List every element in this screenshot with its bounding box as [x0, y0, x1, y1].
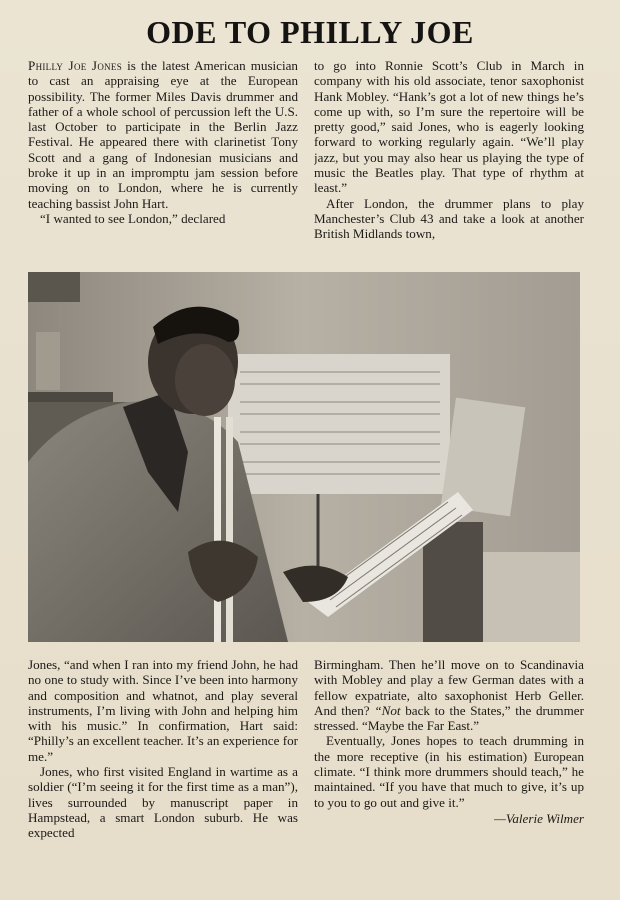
paragraph: Eventually, Jones hopes to teach drumming in the more receptive (in his estimation) European climate. “I think more drummers should teach,” he maintained. “If you have that much to give, it’s up to you to go out and give it.”: [314, 733, 584, 810]
paragraph: to go into Ronnie Scott’s Club in March in company with his old associate, tenor saxophonist Hank Mobley. “Hank’s got a lot of new things he’s come up with, so I’m sure the repertoire will be pretty good,” said Jones, who is eagerly looking forward to working regularly again. “We’ll play jazz, but you may also hear us playing the type of music the Beatles play. That type of rhythm at least.”: [314, 58, 584, 196]
paragraph: Jones, “and when I ran into my friend John, he had no one to study with. Since I’ve been into harmony and composition and whatnot, and play several instruments, I’m living with John and helping him with his music.” In confirmation, Hart said: “Philly’s an excellent teacher. It’s an experience for me.”: [28, 657, 298, 764]
lead-name: Philly Joe Jones: [28, 58, 123, 73]
text-column-4: [314, 657, 584, 867]
text-column-2: [314, 58, 584, 260]
paragraph: [28, 58, 298, 211]
paragraph: After London, the drummer plans to play Manchester’s Club 43 and take a look at another British Midlands town,: [314, 195, 584, 242]
author-byline: —Valerie Wilmer: [494, 810, 584, 826]
paragraph-text: Birmingham. Then he’ll move on to Scandinavia with Mobley and play a few German dates with a fellow expatriate, alto saxophonist Herb Geller. And then?: [314, 657, 584, 718]
emphasis-not: “Not: [374, 702, 401, 718]
paragraph: “I wanted to see London,” declared: [40, 210, 226, 226]
paragraph-text: is the latest American musician to cast an appraising eye at the European possibility. The former Miles Davis drummer and father of a whole school of percussion left the U.S. last October to participate in the Berlin Jazz Festival. He appeared there with clarinetist Tony Scott and a gang of Indonesian musicians and broke it up in an impromptu jam session before moving on to London, where he is currently teaching bassist John Hart.: [28, 58, 298, 211]
paragraph: Jones, who first visited England in wartime as a soldier (“I’m seeing it for the first time as a man”), lives surrounded by manuscript paper in Hampstead, a smart London suburb. He was expected: [28, 764, 298, 841]
text-column-3: [28, 657, 298, 867]
article-headline: ODE TO PHILLY JOE: [146, 14, 474, 50]
paragraph: [314, 657, 584, 733]
photograph-drummer-reading-score: [28, 272, 580, 642]
paragraph-text: back to the States,” the drummer stressed. “Maybe the Far East.”: [314, 702, 584, 734]
text-column-1: [28, 58, 298, 260]
